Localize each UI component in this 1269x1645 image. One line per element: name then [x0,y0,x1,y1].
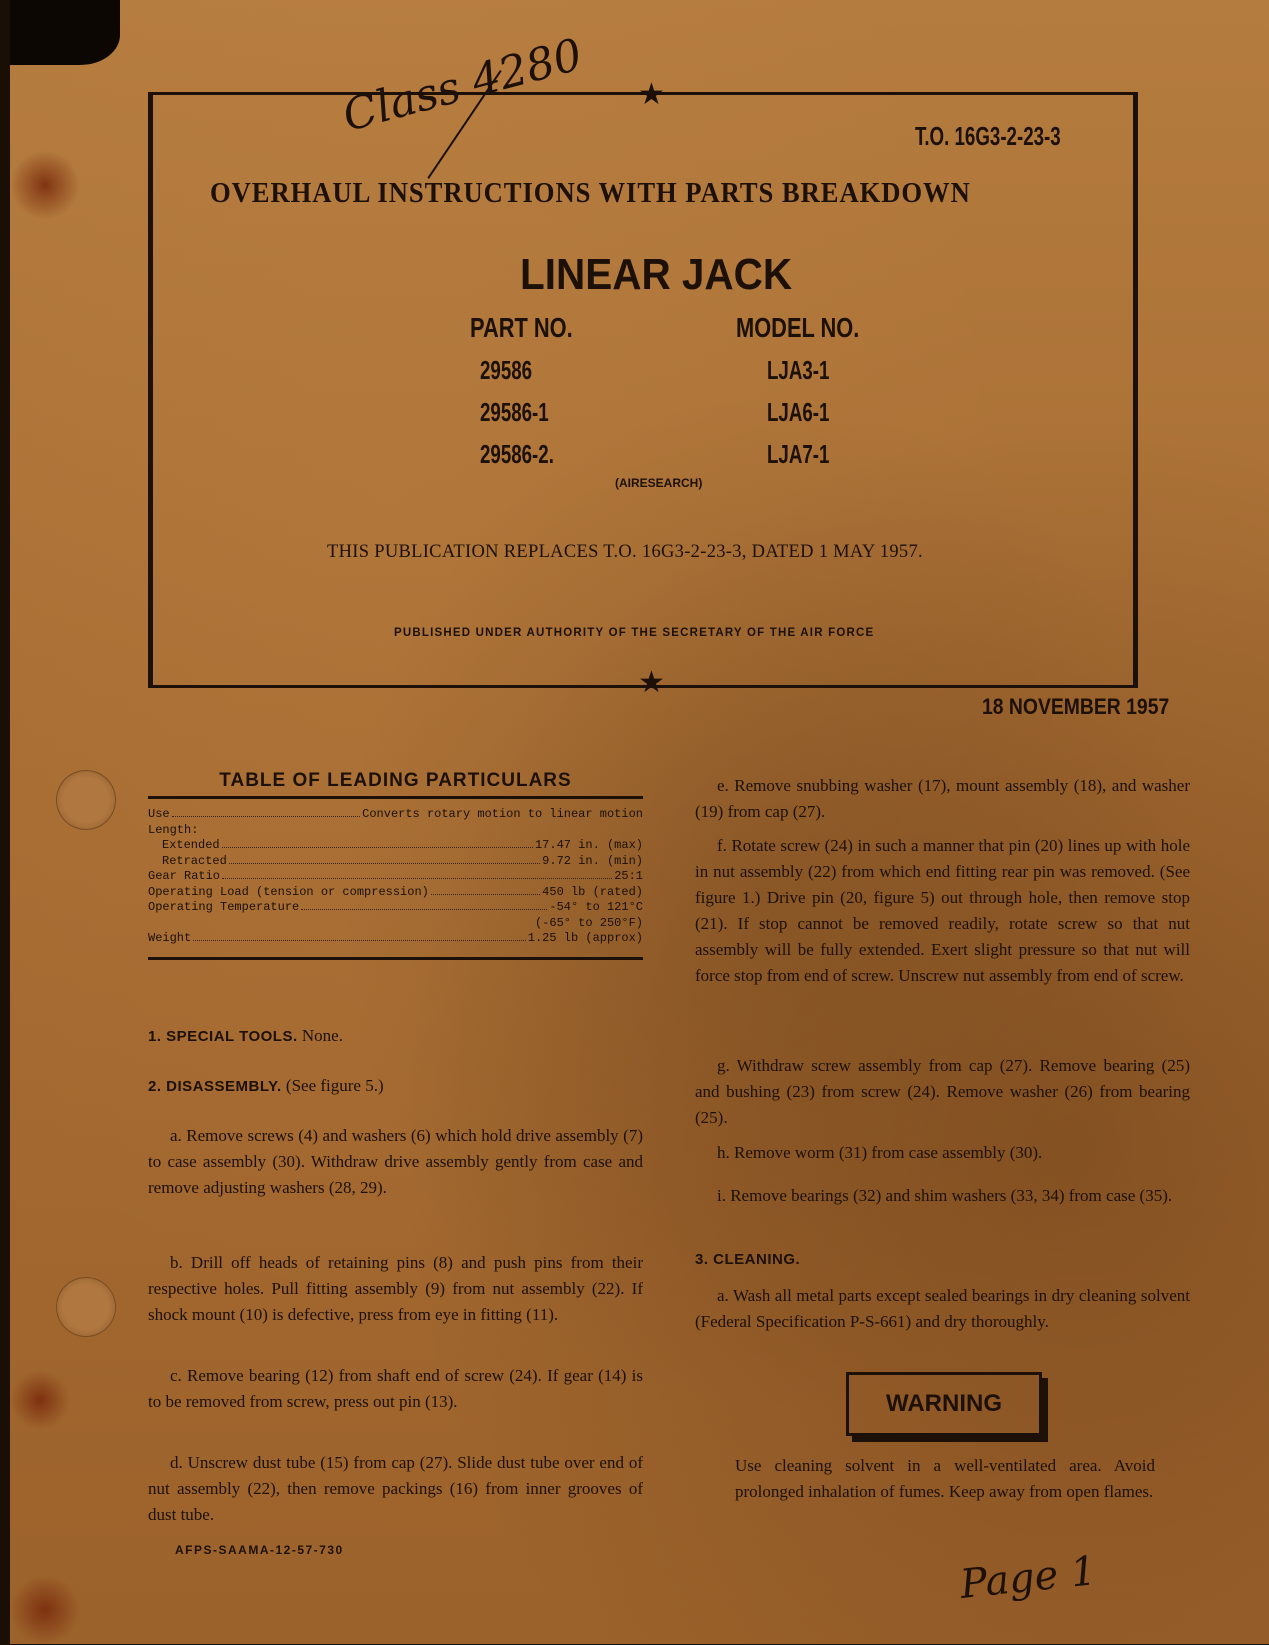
disassembly-step-a: a. Remove screws (4) and washers (6) which hold drive assembly (7) to case assembly (30). Withdraw drive assembly gently from case and remove adjusting washers (28, 29). [148,1126,643,1197]
warning-badge: WARNING [846,1372,1042,1436]
disassembly-step-e: e. Remove snubbing washer (17), mount assembly (18), and washer (19) from cap (27). [695,776,1190,821]
part-number: 29586-1 [480,397,549,427]
table-row: Weight 1.25 lb (approx) [148,931,643,945]
table-row: Gear Ratio 25:1 [148,869,643,883]
disassembly-step-f: f. Rotate screw (24) in such a manner that pin (20) lines up with hole in nut assembly (22) from which end fitting rear pin was removed. (See figure 1.) Drive pin (20, figure 5) out through hole, then remove stop (21). If stop cannot be removed readily, rotate screw so that nut assembly will be fully extended. Exert slight pressure so that nut will force stop from end of screw. Unscrew nut assembly from end of screw. [695,836,1190,985]
model-no-header: MODEL NO. [736,312,860,343]
table-row: Extended 17.47 in. (max) [162,838,643,852]
footer-code: AFPS-SAAMA-12-57-730 [175,1543,344,1557]
to-number: T.O. 16G3-2-23-3 [915,121,1061,151]
disassembly-step-b: b. Drill off heads of retaining pins (8) and push pins from their respective holes. Pull fitting assembly (9) from nut assembly (22). If shock mount (10) is defective, press from eye in fitting (11). [148,1253,643,1324]
document-page [10,0,1269,1644]
table-row: Operating Temperature -54° to 121°C [148,900,643,914]
star-icon: ★ [638,77,665,112]
table-row: Length: [148,822,199,837]
model-number: LJA6-1 [767,397,830,427]
torn-corner [10,0,120,65]
main-heading: OVERHAUL INSTRUCTIONS WITH PARTS BREAKDOWN [210,178,971,209]
cleaning-heading: 3. CLEANING. [695,1251,801,1268]
punch-hole [56,770,116,830]
stain [10,1575,80,1645]
disassembly-step-g: g. Withdraw screw assembly from cap (27). Remove bearing (25) and bushing (23) from screw (24). Remove washer (26) from bearing (25). [695,1056,1190,1127]
cleaning-step-a: a. Wash all metal parts except sealed bearings in dry cleaning solvent (Federal Specification P-S-661) and dry thoroughly. [695,1286,1190,1331]
disassembly-step-d: d. Unscrew dust tube (15) from cap (27). Slide dust tube over end of nut assembly (22), then remove packings (16) from inner grooves of dust tube. [148,1453,643,1524]
special-tools-section: 1. SPECIAL TOOLS. None. [148,1026,343,1045]
disassembly-step-i: i. Remove bearings (32) and shim washers (33, 34) from case (35). [717,1186,1173,1205]
part-no-header: PART NO. [470,312,573,343]
table-title: TABLE OF LEADING PARTICULARS [219,770,572,791]
table-row: Retracted 9.72 in. (min) [162,853,643,868]
publication-date: 18 NOVEMBER 1957 [982,694,1170,719]
model-number: LJA3-1 [767,355,830,385]
disassembly-heading: 2. DISASSEMBLY. (See figure 5.) [148,1076,384,1095]
punch-hole [56,1277,116,1337]
table-row: Operating Load (tension or compression) 450 lb (rated) [148,884,643,899]
stain [10,150,80,220]
page-title: LINEAR JACK [520,250,793,299]
table-row: (-65° to 250°F) [534,915,643,930]
manufacturer: (AIRESEARCH) [615,476,703,490]
part-number: 29586-2. [480,439,554,469]
handwritten-page-number: Page 1 [957,1547,1099,1609]
star-icon: ★ [638,665,665,700]
replaces-notice: THIS PUBLICATION REPLACES T.O. 16G3-2-23-3, DATED 1 MAY 1957. [327,542,923,562]
warning-text: Use cleaning solvent in a well-ventilated area. Avoid prolonged inhalation of fumes. Keep away from open flames. [735,1456,1155,1501]
model-number: LJA7-1 [767,439,830,469]
disassembly-step-h: h. Remove worm (31) from case assembly (30). [717,1143,1043,1162]
leading-particulars-table [148,770,643,960]
stain [10,1370,70,1430]
divider [148,957,643,960]
table-row: Use Converts rotary motion to linear motion [148,807,643,821]
part-number: 29586 [480,355,533,385]
authority-line: PUBLISHED UNDER AUTHORITY OF THE SECRETARY OF THE AIR FORCE [394,627,875,639]
handwritten-note: Class 4280 [337,29,588,142]
disassembly-step-c: c. Remove bearing (12) from shaft end of screw (24). If gear (14) is to be removed from screw, press out pin (13). [148,1366,643,1411]
